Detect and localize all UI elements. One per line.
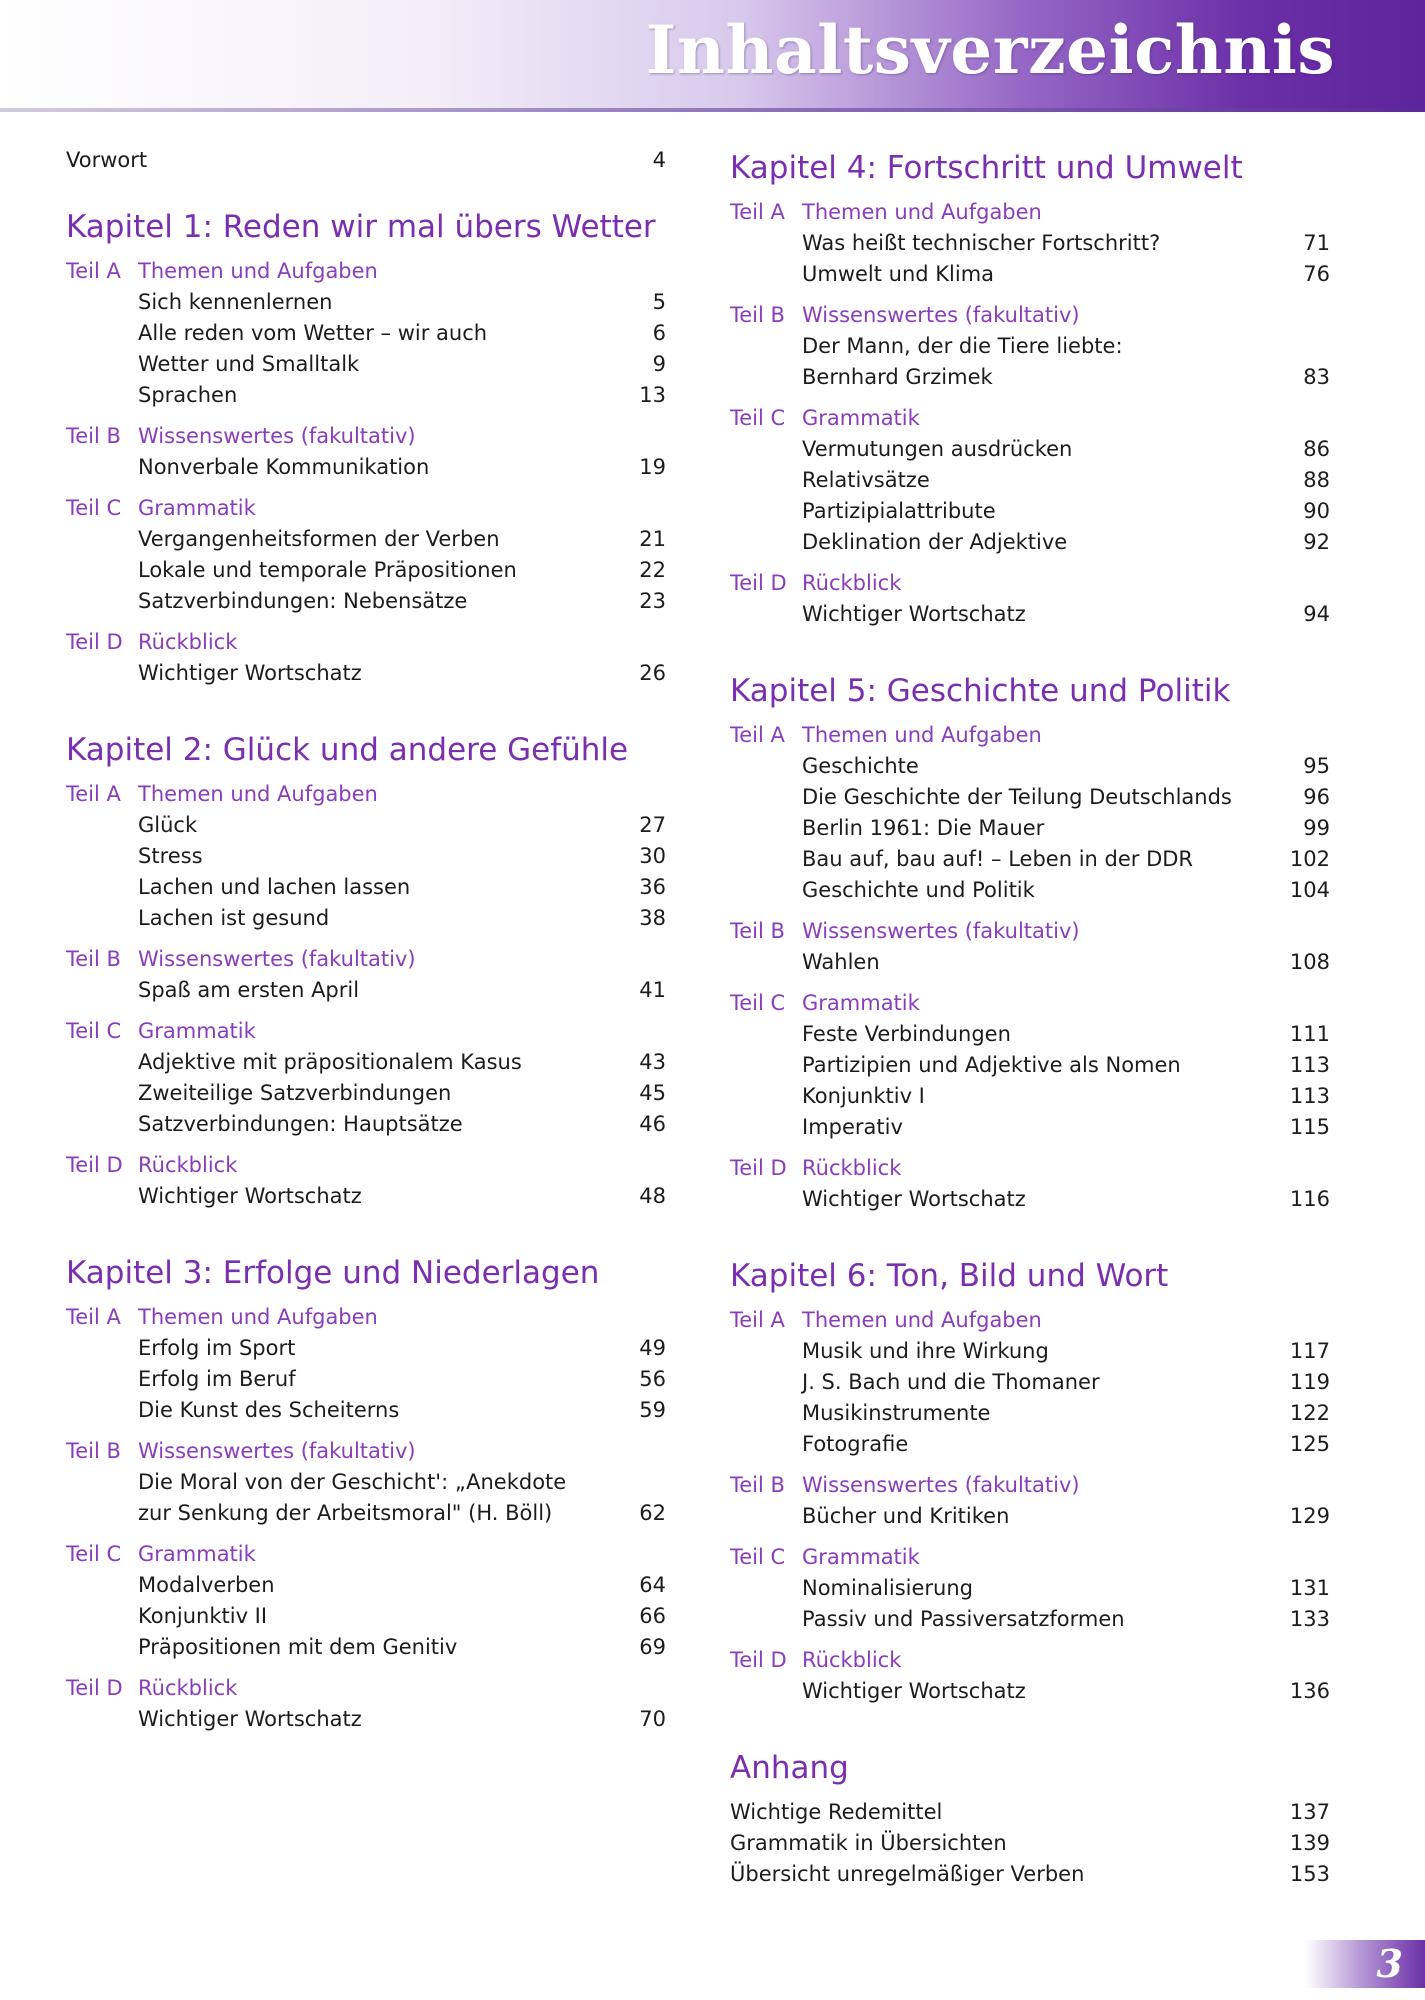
entry-page: 90 [1303, 499, 1330, 523]
part-name: Grammatik [138, 1019, 256, 1043]
entry-title: Wetter und Smalltalk [138, 352, 360, 376]
part-label: Teil A [730, 1308, 785, 1332]
entry-title: Umwelt und Klima [802, 262, 995, 286]
toc-entry[interactable] [730, 1501, 1330, 1532]
part-heading [730, 1470, 1330, 1501]
entry-title: Erfolg im Sport [138, 1336, 296, 1360]
entry-page: 125 [1289, 1432, 1330, 1456]
entry-page: 83 [1303, 365, 1330, 389]
part-label: Teil C [66, 496, 122, 520]
toc-entry[interactable] [730, 1398, 1330, 1429]
part-heading [66, 1673, 666, 1704]
page-title: Inhaltsverzeichnis [645, 11, 1335, 89]
part-name: Themen und Aufgaben [138, 259, 378, 283]
toc-entry[interactable] [730, 844, 1330, 875]
entry-page: 56 [639, 1367, 666, 1391]
toc-entry[interactable] [66, 349, 666, 380]
toc-entry[interactable] [66, 658, 666, 689]
entry-title: Glück [138, 813, 198, 837]
entry-title: Satzverbindungen: Nebensätze [138, 589, 468, 613]
part-heading [66, 944, 666, 975]
part-label: Teil A [66, 259, 121, 283]
entry-page: 71 [1303, 231, 1330, 255]
part-name: Rückblick [138, 1153, 238, 1177]
entry-title: Wichtiger Wortschatz [802, 602, 1026, 626]
part-heading [66, 1016, 666, 1047]
part-label: Teil D [66, 630, 123, 654]
entry-title: Die Moral von der Geschicht': „Anekdote [138, 1470, 567, 1494]
entry-page: 115 [1289, 1115, 1330, 1139]
part-label: Teil A [730, 723, 785, 747]
toc-entry[interactable] [730, 228, 1330, 259]
entry-page: 30 [639, 844, 666, 868]
toc-entry[interactable] [730, 1797, 1330, 1828]
toc-entry[interactable] [730, 1336, 1330, 1367]
entry-title: Alle reden vom Wetter – wir auch [138, 321, 488, 345]
part-name: Wissenswertes (fakultativ) [802, 1473, 1080, 1497]
entry-page: 104 [1289, 878, 1330, 902]
toc-entry[interactable] [730, 782, 1330, 813]
part-heading [730, 916, 1330, 947]
toc-entry[interactable] [66, 1704, 666, 1735]
part-label: Teil D [66, 1676, 123, 1700]
entry-page: 6 [652, 321, 666, 345]
entry-page: 41 [639, 978, 666, 1002]
toc-entry[interactable] [66, 872, 666, 903]
entry-page: 4 [652, 148, 666, 172]
toc-entry-vorwort[interactable] [66, 145, 666, 176]
entry-title: zur Senkung der Arbeitsmoral" (H. Böll) [138, 1501, 553, 1525]
part-name: Grammatik [802, 1545, 920, 1569]
part-label: Teil A [730, 200, 785, 224]
entry-title: Wichtiger Wortschatz [138, 661, 362, 685]
toc-entry[interactable] [66, 841, 666, 872]
toc-entry[interactable] [66, 1570, 666, 1601]
entry-page: 23 [639, 589, 666, 613]
entry-page: 131 [1289, 1576, 1330, 1600]
part-heading [66, 493, 666, 524]
entry-title: Feste Verbindungen [802, 1022, 1011, 1046]
toc-entry[interactable] [730, 496, 1330, 527]
part-label: Teil B [730, 919, 785, 943]
toc-entry[interactable] [66, 1181, 666, 1212]
entry-title: Fotografie [802, 1432, 909, 1456]
entry-page: 70 [639, 1707, 666, 1731]
part-name: Themen und Aufgaben [802, 200, 1042, 224]
part-name: Grammatik [802, 406, 920, 430]
entry-title: Relativsätze [802, 468, 930, 492]
entry-page: 49 [639, 1336, 666, 1360]
part-heading [66, 1436, 666, 1467]
toc-entry[interactable] [730, 1019, 1330, 1050]
part-name: Grammatik [802, 991, 920, 1015]
part-heading [730, 568, 1330, 599]
entry-title: Stress [138, 844, 203, 868]
part-name: Rückblick [138, 1676, 238, 1700]
toc-entry[interactable] [66, 1109, 666, 1140]
part-name: Grammatik [138, 496, 256, 520]
entry-page: 64 [639, 1573, 666, 1597]
part-heading [730, 1542, 1330, 1573]
entry-title: Bau auf, bau auf! – Leben in der DDR [802, 847, 1194, 871]
toc-entry[interactable] [66, 318, 666, 349]
entry-page: 21 [639, 527, 666, 551]
entry-title: Konjunktiv I [802, 1084, 925, 1108]
toc-entry[interactable] [730, 259, 1330, 290]
toc-entry[interactable] [730, 1081, 1330, 1112]
part-name: Themen und Aufgaben [138, 1305, 378, 1329]
toc-entry[interactable] [66, 380, 666, 411]
entry-page: 19 [639, 455, 666, 479]
entry-title: Grammatik in Übersichten [730, 1831, 1007, 1855]
entry-title: Sprachen [138, 383, 238, 407]
part-label: Teil A [66, 1305, 121, 1329]
toc-entry[interactable] [730, 1429, 1330, 1460]
entry-page: 26 [639, 661, 666, 685]
entry-title: Passiv und Passiversatzformen [802, 1607, 1125, 1631]
part-heading [730, 1153, 1330, 1184]
entry-title: Deklination der Adjektive [802, 530, 1068, 554]
entry-page: 113 [1289, 1053, 1330, 1077]
part-heading [66, 779, 666, 810]
part-name: Wissenswertes (fakultativ) [802, 919, 1080, 943]
entry-page: 137 [1289, 1800, 1330, 1824]
part-label: Teil B [730, 303, 785, 327]
entry-title: Vermutungen ausdrücken [802, 437, 1073, 461]
toc-entry[interactable] [66, 452, 666, 483]
entry-page: 108 [1289, 950, 1330, 974]
entry-page: 119 [1289, 1370, 1330, 1394]
toc-entry[interactable] [66, 524, 666, 555]
entry-title: Musikinstrumente [802, 1401, 991, 1425]
toc-entry[interactable] [66, 1498, 666, 1529]
entry-title: Zweiteilige Satzverbindungen [138, 1081, 452, 1105]
chapter-heading[interactable]: Kapitel 2: Glück und andere Gefühle [66, 732, 629, 768]
part-heading [66, 627, 666, 658]
header-divider [0, 108, 1425, 112]
entry-page: 48 [639, 1184, 666, 1208]
toc-entry[interactable] [730, 331, 1330, 362]
part-label: Teil D [730, 571, 787, 595]
entry-page: 113 [1289, 1084, 1330, 1108]
entry-title: Geschichte und Politik [802, 878, 1035, 902]
part-heading [730, 197, 1330, 228]
part-heading [66, 1539, 666, 1570]
part-heading [66, 421, 666, 452]
part-heading [66, 1302, 666, 1333]
entry-title: Nominalisierung [802, 1576, 973, 1600]
part-label: Teil C [730, 991, 786, 1015]
entry-page: 88 [1303, 468, 1330, 492]
toc-entry[interactable] [66, 903, 666, 934]
part-label: Teil C [730, 1545, 786, 1569]
entry-page: 62 [639, 1501, 666, 1525]
toc-entry[interactable] [730, 1112, 1330, 1143]
entry-page: 46 [639, 1112, 666, 1136]
entry-page: 38 [639, 906, 666, 930]
part-label: Teil B [66, 424, 121, 448]
entry-title: Wahlen [802, 950, 880, 974]
part-name: Rückblick [802, 571, 902, 595]
part-heading [730, 1305, 1330, 1336]
toc-entry[interactable] [730, 751, 1330, 782]
entry-page: 122 [1289, 1401, 1330, 1425]
entry-title: Wichtiger Wortschatz [138, 1707, 362, 1731]
toc-entry[interactable] [730, 1184, 1330, 1215]
entry-title: Sich kennenlernen [138, 290, 333, 314]
part-name: Wissenswertes (fakultativ) [138, 424, 416, 448]
entry-page: 43 [639, 1050, 666, 1074]
entry-title: Wichtiger Wortschatz [802, 1679, 1026, 1703]
entry-page: 94 [1303, 602, 1330, 626]
part-name: Themen und Aufgaben [138, 782, 378, 806]
entry-page: 139 [1289, 1831, 1330, 1855]
entry-page: 92 [1303, 530, 1330, 554]
entry-page: 22 [639, 558, 666, 582]
entry-page: 59 [639, 1398, 666, 1422]
entry-title: Die Kunst des Scheiterns [138, 1398, 400, 1422]
part-heading [730, 720, 1330, 751]
entry-title: Vorwort [66, 148, 148, 172]
page-number-badge [1305, 1940, 1425, 1988]
toc-entry[interactable] [66, 1395, 666, 1426]
part-name: Themen und Aufgaben [802, 723, 1042, 747]
toc-entry[interactable] [66, 1333, 666, 1364]
entry-title: Lachen und lachen lassen [138, 875, 411, 899]
entry-page: 133 [1289, 1607, 1330, 1631]
entry-title: Nonverbale Kommunikation [138, 455, 430, 479]
entry-title: Imperativ [802, 1115, 903, 1139]
entry-title: Modalverben [138, 1573, 275, 1597]
entry-title: Was heißt technischer Fortschritt? [802, 231, 1161, 255]
part-label: Teil B [66, 947, 121, 971]
toc-column-right [730, 145, 1330, 1890]
entry-page: 5 [652, 290, 666, 314]
chapter-heading[interactable]: Kapitel 1: Reden wir mal übers Wetter [66, 209, 656, 245]
part-name: Wissenswertes (fakultativ) [802, 303, 1080, 327]
toc-entry[interactable] [66, 1632, 666, 1663]
entry-title: Bernhard Grzimek [802, 365, 993, 389]
toc-entry[interactable] [730, 1859, 1330, 1890]
toc-entry[interactable] [730, 947, 1330, 978]
toc-entry[interactable] [730, 1604, 1330, 1635]
toc-entry[interactable] [730, 813, 1330, 844]
toc-entry[interactable] [66, 1601, 666, 1632]
part-label: Teil B [730, 1473, 785, 1497]
toc-column-left [66, 145, 666, 1735]
toc-entry[interactable] [66, 287, 666, 318]
part-label: Teil D [730, 1648, 787, 1672]
part-heading [730, 1645, 1330, 1676]
chapter-heading[interactable]: Kapitel 4: Fortschritt und Umwelt [730, 150, 1243, 186]
entry-title: Spaß am ersten April [138, 978, 360, 1002]
toc-entry[interactable] [730, 362, 1330, 393]
toc-entry[interactable] [730, 1828, 1330, 1859]
appendix-heading[interactable]: Anhang [730, 1750, 849, 1786]
part-heading [730, 988, 1330, 1019]
entry-page: 36 [639, 875, 666, 899]
toc-entry[interactable] [66, 810, 666, 841]
toc-entry[interactable] [730, 434, 1330, 465]
entry-page: 117 [1289, 1339, 1330, 1363]
entry-title: Satzverbindungen: Hauptsätze [138, 1112, 463, 1136]
entry-page: 13 [639, 383, 666, 407]
entry-title: Bücher und Kritiken [802, 1504, 1010, 1528]
toc-entry[interactable] [730, 875, 1330, 906]
part-label: Teil C [66, 1019, 122, 1043]
header-banner [0, 0, 1425, 110]
entry-title: Lachen ist gesund [138, 906, 330, 930]
entry-title: Konjunktiv II [138, 1604, 268, 1628]
part-name: Rückblick [138, 630, 238, 654]
entry-title: Partizipialattribute [802, 499, 996, 523]
entry-title: Lokale und temporale Präpositionen [138, 558, 517, 582]
entry-page: 9 [652, 352, 666, 376]
entry-title: Präpositionen mit dem Genitiv [138, 1635, 458, 1659]
entry-page: 27 [639, 813, 666, 837]
entry-title: J. S. Bach und die Thomaner [802, 1370, 1100, 1394]
part-label: Teil D [66, 1153, 123, 1177]
part-name: Wissenswertes (fakultativ) [138, 1439, 416, 1463]
toc-entry[interactable] [730, 1573, 1330, 1604]
toc-entry[interactable] [730, 527, 1330, 558]
chapter-heading[interactable]: Kapitel 5: Geschichte und Politik [730, 673, 1231, 709]
entry-page: 86 [1303, 437, 1330, 461]
toc-entry[interactable] [730, 1050, 1330, 1081]
part-name: Rückblick [802, 1156, 902, 1180]
entry-page: 136 [1289, 1679, 1330, 1703]
entry-title: Wichtiger Wortschatz [138, 1184, 362, 1208]
toc-entry[interactable] [66, 1467, 666, 1498]
entry-page: 129 [1289, 1504, 1330, 1528]
page-number: 3 [1376, 1941, 1403, 1986]
entry-title: Musik und ihre Wirkung [802, 1339, 1049, 1363]
part-name: Wissenswertes (fakultativ) [138, 947, 416, 971]
entry-page: 99 [1303, 816, 1330, 840]
entry-title: Adjektive mit präpositionalem Kasus [138, 1050, 522, 1074]
part-name: Rückblick [802, 1648, 902, 1672]
toc-entry[interactable] [730, 465, 1330, 496]
entry-title: Vergangenheitsformen der Verben [138, 527, 500, 551]
part-heading [730, 300, 1330, 331]
part-name: Grammatik [138, 1542, 256, 1566]
toc-entry[interactable] [66, 555, 666, 586]
entry-page: 116 [1289, 1187, 1330, 1211]
chapter-heading[interactable]: Kapitel 3: Erfolge und Niederlagen [66, 1255, 600, 1291]
entry-title: Wichtiger Wortschatz [802, 1187, 1026, 1211]
entry-title: Übersicht unregelmäßiger Verben [730, 1862, 1085, 1886]
entry-title: Wichtige Redemittel [730, 1800, 943, 1824]
entry-page: 153 [1289, 1862, 1330, 1886]
toc-entry[interactable] [66, 975, 666, 1006]
part-label: Teil C [66, 1542, 122, 1566]
toc-entry[interactable] [730, 1367, 1330, 1398]
entry-page: 69 [639, 1635, 666, 1659]
part-name: Themen und Aufgaben [802, 1308, 1042, 1332]
entry-title: Geschichte [802, 754, 919, 778]
part-heading [66, 256, 666, 287]
toc-entry[interactable] [66, 1047, 666, 1078]
part-label: Teil C [730, 406, 786, 430]
toc-entry[interactable] [730, 1676, 1330, 1707]
entry-title: Die Geschichte der Teilung Deutschlands [802, 785, 1232, 809]
entry-title: Berlin 1961: Die Mauer [802, 816, 1045, 840]
entry-page: 95 [1303, 754, 1330, 778]
part-heading [730, 403, 1330, 434]
entry-page: 111 [1289, 1022, 1330, 1046]
chapter-heading[interactable]: Kapitel 6: Ton, Bild und Wort [730, 1258, 1169, 1294]
part-label: Teil B [66, 1439, 121, 1463]
entry-page: 45 [639, 1081, 666, 1105]
toc-entry[interactable] [66, 1364, 666, 1395]
entry-title: Erfolg im Beruf [138, 1367, 296, 1391]
entry-page: 76 [1303, 262, 1330, 286]
entry-page: 102 [1289, 847, 1330, 871]
entry-page: 96 [1303, 785, 1330, 809]
toc-entry[interactable] [66, 586, 666, 617]
part-label: Teil D [730, 1156, 787, 1180]
entry-title: Partizipien und Adjektive als Nomen [802, 1053, 1181, 1077]
entry-page: 66 [639, 1604, 666, 1628]
part-heading [66, 1150, 666, 1181]
entry-title: Der Mann, der die Tiere liebte: [802, 334, 1123, 358]
toc-entry[interactable] [730, 599, 1330, 630]
part-label: Teil A [66, 782, 121, 806]
toc-entry[interactable] [66, 1078, 666, 1109]
